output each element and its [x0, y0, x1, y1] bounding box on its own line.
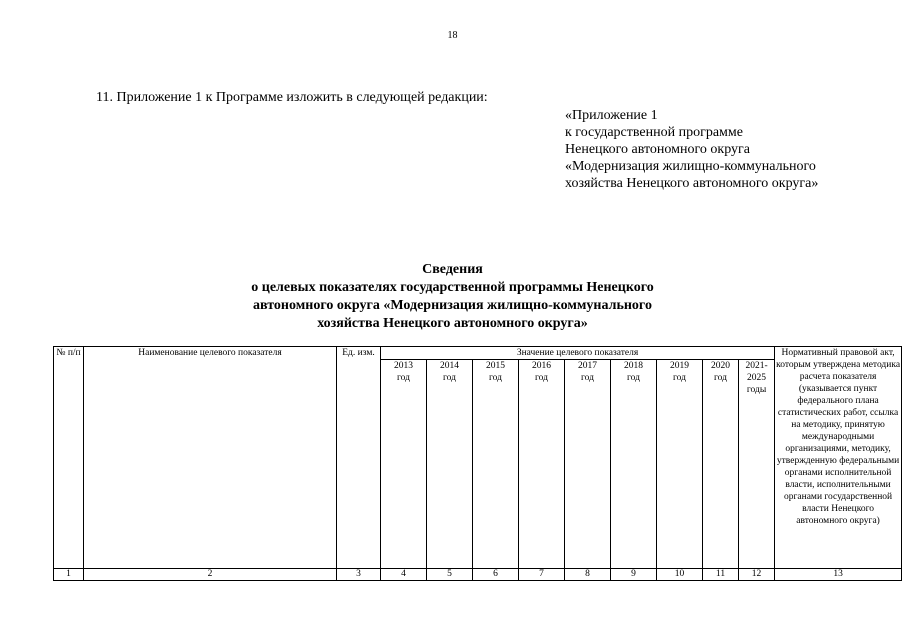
column-number: 2	[84, 569, 337, 581]
column-number: 11	[703, 569, 739, 581]
appendix-line: «Приложение 1	[565, 108, 658, 123]
year-label: 2017	[578, 361, 597, 371]
intro-paragraph: 11. Приложение 1 к Программе изложить в следующей редакции:	[96, 90, 488, 105]
year-unit: год	[581, 373, 594, 383]
column-number: 6	[473, 569, 519, 581]
year-header	[739, 360, 775, 569]
year-unit: год	[443, 373, 456, 383]
page-number: 18	[447, 30, 458, 41]
year-header	[703, 360, 739, 569]
heading-line: Сведения	[422, 262, 483, 277]
appendix-line: «Модернизация жилищно-коммунального	[565, 159, 816, 174]
year-unit: год	[489, 373, 502, 383]
indicators-table	[53, 346, 902, 581]
year-label: 2014	[440, 361, 459, 371]
year-header	[657, 360, 703, 569]
year-label: 2018	[624, 361, 643, 371]
table-heading	[0, 261, 905, 333]
year-unit: год	[714, 373, 727, 383]
year-unit: год	[535, 373, 548, 383]
column-number: 4	[381, 569, 427, 581]
year-unit: год	[397, 373, 410, 383]
column-number: 8	[565, 569, 611, 581]
heading-line: автономного округа «Модернизация жилищно-коммунального	[253, 298, 652, 313]
heading-line: о целевых показателях государственной программы Ненецкого	[251, 280, 654, 295]
column-number-row	[54, 569, 902, 581]
year-header	[381, 360, 427, 569]
appendix-line: хозяйства Ненецкого автономного округа»	[565, 176, 819, 191]
year-label: 2019	[670, 361, 689, 371]
column-number: 7	[519, 569, 565, 581]
year-label: 2016	[532, 361, 551, 371]
column-number: 13	[775, 569, 902, 581]
year-header	[611, 360, 657, 569]
header-indicator-name: Наименование целевого показателя	[84, 347, 337, 569]
appendix-line: Ненецкого автономного округа	[565, 142, 750, 157]
column-number: 9	[611, 569, 657, 581]
year-label: 2015	[486, 361, 505, 371]
header-value-group: Значение целевого показателя	[381, 347, 775, 360]
appendix-line: к государственной программе	[565, 125, 743, 140]
appendix-reference	[565, 107, 818, 192]
header-unit: Ед. изм.	[337, 347, 381, 569]
column-number: 10	[657, 569, 703, 581]
header-number: № п/п	[54, 347, 84, 569]
heading-line: хозяйства Ненецкого автономного округа»	[317, 316, 588, 331]
year-header	[519, 360, 565, 569]
column-number: 5	[427, 569, 473, 581]
year-header	[565, 360, 611, 569]
year-label: 2020	[711, 361, 730, 371]
header-normative-act: Нормативный правовой акт, которым утверждена методика расчета показателя (указывается пункт федерального плана статистических работ, ссылка на методику, принятую международными организациями, методику, утвержденную федеральными органами исполнительной власти, исполнительными органами государственной власти Ненецкого автономного округа)	[775, 347, 902, 569]
header-row	[54, 347, 902, 360]
column-number: 3	[337, 569, 381, 581]
year-header	[427, 360, 473, 569]
column-number: 1	[54, 569, 84, 581]
year-unit: годы	[746, 385, 767, 395]
year-label: 2021-2025	[745, 361, 768, 383]
year-unit: год	[673, 373, 686, 383]
year-unit: год	[627, 373, 640, 383]
column-number: 12	[739, 569, 775, 581]
year-label: 2013	[394, 361, 413, 371]
year-header	[473, 360, 519, 569]
